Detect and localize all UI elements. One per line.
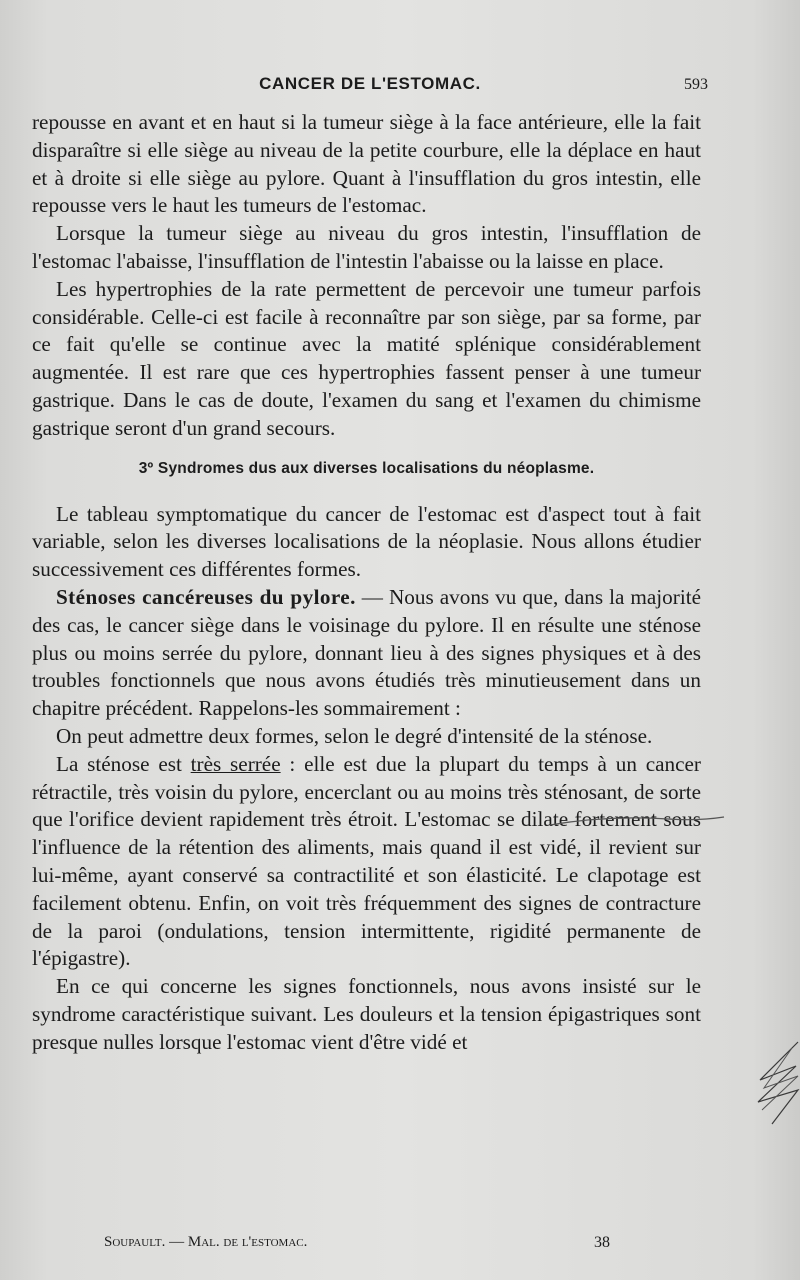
- paragraph: On peut admettre deux formes, selon le degré d'intensité de la sténose.: [56, 723, 653, 748]
- section-heading: 3º Syndromes dus aux diverses localisations du néoplasme.: [138, 459, 595, 477]
- paragraph-stenoses: [32, 584, 701, 723]
- paragraph: Les hypertrophies de la rate permettent de percevoir une tumeur parfois considérable. Celle-ci est facile à reconnaître par son siège, par sa forme, par ce fait qu'elle se continue avec la matité splénique considérablement augmentée. Il est rare que ces hypertrophies fassent penser à une tumeur gastrique. Dans le cas de doute, l'examen du sang et l'examen du chimisme gastrique seront d'un grand secours.: [32, 276, 701, 440]
- running-title: CANCER DE L'ESTOMAC.: [259, 74, 481, 93]
- page-footer: [104, 1234, 624, 1256]
- margin-scribble-icon: [752, 1040, 800, 1130]
- run-in-heading: Sténoses cancéreuses du pylore.: [56, 584, 356, 609]
- underlined-phrase: très serrée: [190, 751, 281, 776]
- footer-author-title: Soupault. — Mal. de l'estomac.: [104, 1234, 308, 1250]
- paragraph: En ce qui concerne les signes fonctionnels, nous avons insisté sur le syndrome caractéristique suivant. Les douleurs et la tension épigastriques sont presque nulles lorsque l'estomac vient d'être vidé et: [32, 974, 701, 1054]
- paragraph-continued: repousse en avant et en haut si la tumeur siège à la face antérieure, elle la fait disparaître si elle siège au niveau de la petite courbure, elle la déplace en haut et à droite si elle siège au pylore. Quant à l'insufflation du gros intestin, elle repousse vers le haut les tumeurs de l'estomac.: [32, 110, 701, 218]
- running-head: [32, 74, 708, 100]
- paragraph-stenose-serree: [32, 751, 701, 973]
- page-number: 593: [684, 76, 708, 93]
- body-text: [32, 109, 701, 1057]
- paragraph-text: : elle est due la plupart du temps à un cancer rétractile, très voisin du pylore, encerclant ou au moins très sténosant, de sorte que l'orifice devient rapidement très étroit. L'estomac se dilate fortement sous l'influence de la rétention des aliments, mais quand il est vidé, il revient sur lui-même, ayant conservé sa contractilité et son élasticité. Le clapotage est facilement obtenu. Enfin, on voit très fréquemment des signes de contracture de la paroi (ondulations, tension intermittente, rigidité permanente de l'épigastre).: [32, 751, 701, 971]
- paragraph-text: — Nous avons vu que, dans la majorité des cas, le cancer siège dans le voisinage du pylore. Il en résulte une sténose plus ou moins serrée du pylore, donnant lieu à des signes physiques et à des troubles fonctionnels que nous avons étudiés très minutieusement dans un chapitre précédent. Rappelons-les sommairement :: [32, 584, 701, 721]
- paragraph: Le tableau symptomatique du cancer de l'estomac est d'aspect tout à fait variable, selon les diverses localisations de la néoplasie. Nous allons étudier successivement ces différentes formes.: [32, 501, 701, 582]
- footer-signature-number: 38: [594, 1234, 610, 1251]
- paragraph-text: La sténose est: [56, 751, 191, 776]
- paragraph: Lorsque la tumeur siège au niveau du gros intestin, l'insufflation de l'estomac l'abaisse, l'insufflation de l'intestin l'abaisse ou la laisse en place.: [32, 221, 701, 273]
- pencil-underline-mark: [548, 811, 728, 831]
